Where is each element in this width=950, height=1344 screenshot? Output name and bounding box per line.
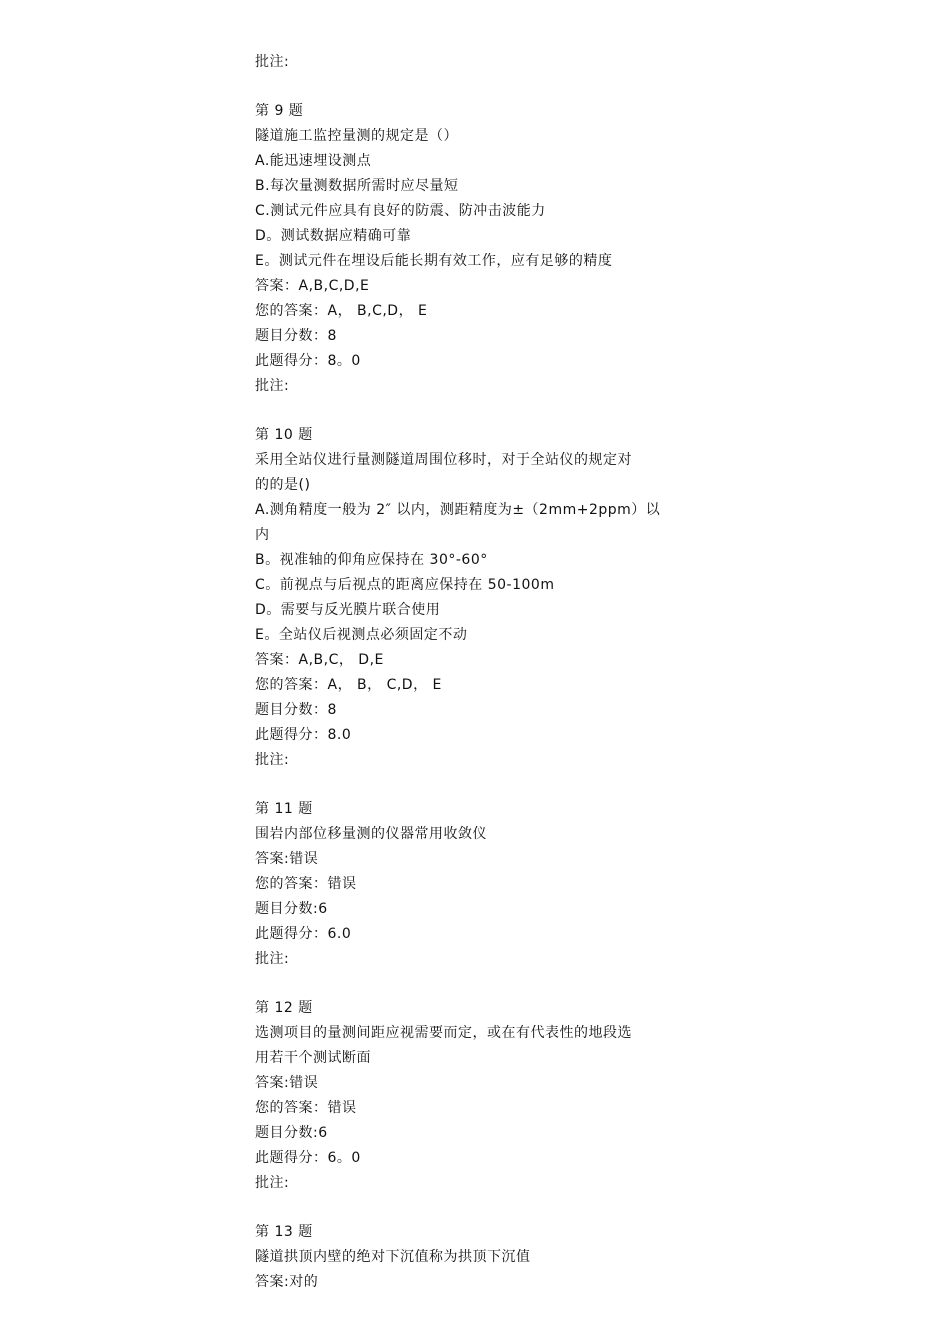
question-points: 题目分数：8 bbox=[255, 702, 337, 718]
your-answer: 您的答案：A， B， C,D， E bbox=[255, 677, 442, 693]
option-c: C.测试元件应具有良好的防震、防冲击波能力 bbox=[255, 203, 546, 219]
question-score: 此题得分：8.0 bbox=[255, 727, 352, 743]
correct-answer: 答案：A,B,C， D,E bbox=[255, 652, 384, 668]
option-e: E。全站仪后视测点必须固定不动 bbox=[255, 627, 468, 643]
spacer bbox=[255, 1196, 705, 1220]
question-number: 第 13 题 bbox=[255, 1224, 313, 1240]
spacer bbox=[255, 773, 705, 797]
question-score: 此题得分：8。0 bbox=[255, 353, 361, 369]
question-points: 题目分数:6 bbox=[255, 901, 328, 917]
your-answer: 您的答案：错误 bbox=[255, 876, 357, 892]
option-b: B.每次量测数据所需时应尽量短 bbox=[255, 178, 459, 194]
question-comment: 批注: bbox=[255, 1175, 290, 1191]
spacer bbox=[255, 972, 705, 996]
your-answer: 您的答案：错误 bbox=[255, 1100, 357, 1116]
question-score: 此题得分：6.0 bbox=[255, 926, 352, 942]
option-a-continued: 内 bbox=[255, 527, 270, 543]
option-d: D。需要与反光膜片联合使用 bbox=[255, 602, 441, 618]
question-number: 第 12 题 bbox=[255, 1000, 313, 1016]
correct-answer: 答案:对的 bbox=[255, 1274, 319, 1290]
option-e: E。测试元件在埋设后能长期有效工作，应有足够的精度 bbox=[255, 253, 613, 269]
correct-answer: 答案:错误 bbox=[255, 1075, 319, 1091]
spacer bbox=[255, 75, 705, 99]
option-a: A.能迅速埋设测点 bbox=[255, 153, 372, 169]
correct-answer: 答案：A,B,C,D,E bbox=[255, 278, 370, 294]
spacer bbox=[255, 399, 705, 423]
question-stem-continued: 用若干个测试断面 bbox=[255, 1050, 371, 1066]
question-score: 此题得分：6。0 bbox=[255, 1150, 361, 1166]
document-page bbox=[255, 50, 705, 1295]
question-comment: 批注: bbox=[255, 951, 290, 967]
question-comment: 批注: bbox=[255, 378, 290, 394]
your-answer: 您的答案：A， B,C,D， E bbox=[255, 303, 428, 319]
question-stem-continued: 的的是() bbox=[255, 477, 311, 493]
question-stem: 隧道施工监控量测的规定是（） bbox=[255, 128, 458, 144]
question-points: 题目分数：8 bbox=[255, 328, 337, 344]
correct-answer: 答案:错误 bbox=[255, 851, 319, 867]
question-number: 第 10 题 bbox=[255, 427, 313, 443]
question-stem: 隧道拱顶内壁的绝对下沉值称为拱顶下沉值 bbox=[255, 1249, 531, 1265]
question-block-10 bbox=[255, 423, 705, 773]
question-block-9 bbox=[255, 99, 705, 399]
option-b: B。视准轴的仰角应保持在 30°-60° bbox=[255, 552, 488, 568]
question-points: 题目分数:6 bbox=[255, 1125, 328, 1141]
question-stem: 采用全站仪进行量测隧道周围位移时，对于全站仪的规定对 bbox=[255, 452, 632, 468]
question-block-12 bbox=[255, 996, 705, 1196]
question-stem: 选测项目的量测间距应视需要而定，或在有代表性的地段选 bbox=[255, 1025, 632, 1041]
top-comment-label: 批注: bbox=[255, 54, 290, 70]
option-a: A.测角精度一般为 2″ 以内，测距精度为±（2mm+2ppm）以 bbox=[255, 502, 661, 518]
question-comment: 批注: bbox=[255, 752, 290, 768]
question-number: 第 11 题 bbox=[255, 801, 313, 817]
question-stem: 围岩内部位移量测的仪器常用收敛仪 bbox=[255, 826, 487, 842]
option-c: C。前视点与后视点的距离应保持在 50-100m bbox=[255, 577, 555, 593]
option-d: D。测试数据应精确可靠 bbox=[255, 228, 412, 244]
question-block-11 bbox=[255, 797, 705, 972]
question-number: 第 9 题 bbox=[255, 103, 304, 119]
question-block-13 bbox=[255, 1220, 705, 1295]
